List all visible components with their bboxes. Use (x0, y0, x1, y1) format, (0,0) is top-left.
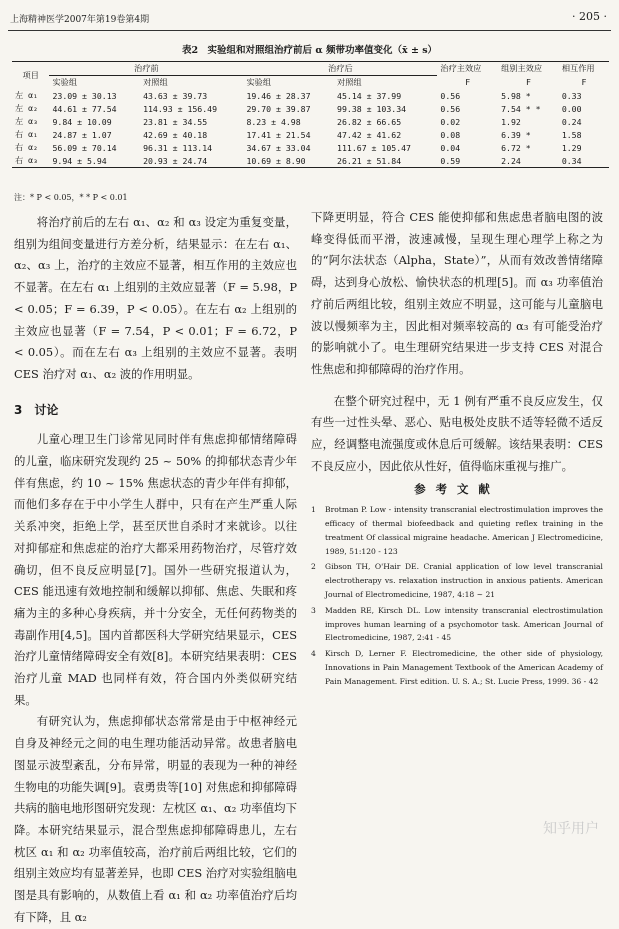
cell-post-exp: 8.23 ± 4.98 (246, 116, 301, 127)
section-heading-discussion: 3 讨论 (14, 402, 59, 417)
treat-effect-header: 治疗主效应 (437, 62, 498, 76)
cell-inter: 1.58 (561, 129, 582, 140)
watermark: 知乎用户 (543, 821, 599, 837)
cell-post-ctrl: 45.14 ± 37.99 (337, 90, 402, 101)
table-row (12, 128, 609, 141)
cell-treat: 0.04 (440, 142, 461, 153)
reference-number: 1 (311, 505, 316, 515)
reference-item (311, 604, 603, 645)
cell-treat: 0.08 (440, 129, 461, 140)
reference-text: Madden RE, Kirsch DL. Low intensity transcranial electrostimulation improves human learning of a psychomotor task. American Journal of Electromedicine, 1987, 2:41 - 45 (325, 605, 603, 643)
cell-pre-ctrl: 20.93 ± 24.74 (140, 154, 243, 168)
reference-text: Kirsch D, Lerner F. Electromedicine, the other side of physiology, Innovations in Pain Management Textbook of the American Academy of Pain Management. First edition. U. S. A.; St. Lucie Press, 1999. 36 - 42 (325, 649, 603, 686)
cell-inter: 0.33 (561, 90, 582, 101)
reference-text: Gibson TH, O'Hair DE. Cranial application of low level transcranial electrotherapy vs. relaxation instruction in anxious patients. American Journal of Electromedicine, 1987, 4:18 ~ 21 (325, 562, 603, 599)
cell-item: 右 α₁ (15, 129, 38, 139)
cell-post-ctrl: 99.38 ± 103.34 (337, 103, 407, 114)
reference-number: 3 (311, 605, 316, 615)
cell-treat: 0.02 (440, 116, 461, 127)
post-ctrl-header: 对照组 (337, 77, 362, 87)
cell-pre-exp: 24.87 ± 1.07 (52, 129, 112, 140)
cell-post-exp: 34.67 ± 33.04 (246, 142, 311, 153)
results-paragraph: 将治疗前后的左右 α₁、α₂ 和 α₃ 设定为重复变量，组别为组间变量进行方差分析，结果显示：在左右 α₁、α₂、α₃ 上，治疗的主效应不显著，相互作用的主效应也不显著。在左右 α₁ 上组别的主效应显著（F = 5.98，P < 0.05；F = 6.39，P < 0.05）。在左右 α₂ 上组别的主效应也显著（F = 7.54，P < 0.01；F = 6.72，P < 0.05）。而在左右 α₃ 上组别的主效应不显著。表明 CES 治疗对 α₁、α₂ 波的作用明显。 (14, 215, 297, 381)
reference-item (311, 647, 603, 688)
cell-pre-ctrl: 114.93 ± 156.49 (143, 103, 218, 114)
cell-group: 2.24 (498, 154, 559, 168)
reference-item (311, 560, 603, 601)
discussion-paragraph: 在整个研究过程中，无 1 例有严重不良反应发生，仅有些一过性头晕、恶心、贴电极处皮肤不适等轻微不适反应，经调整电流强度或休息后可缓解。该结果表明：CES 不良反应小，因此依从性好，值得临床重视与推广。 (311, 393, 603, 473)
running-header (10, 10, 607, 26)
cell-group: 1.92 (501, 116, 521, 127)
reference-item (311, 503, 603, 558)
table-row (12, 115, 609, 128)
post-exp-header: 实验组 (246, 77, 272, 87)
col-item-header: 项目 (12, 62, 49, 90)
cell-post-ctrl: 26.21 ± 51.84 (334, 154, 437, 168)
cell-pre-exp: 56.09 ± 70.14 (52, 142, 117, 153)
cell-item: 左 α₂ (15, 103, 38, 113)
cell-pre-exp: 23.09 ± 30.13 (52, 90, 117, 101)
interaction-header: 相互作用 (559, 62, 609, 76)
cell-group: 6.72 * (501, 142, 531, 153)
f-label: F (465, 77, 471, 88)
cell-post-exp: 19.46 ± 28.37 (246, 90, 311, 101)
table-title: 表2 实验组和对照组治疗前后 α 频带功率值变化（x̄ ± s） (181, 45, 438, 56)
table-row (12, 102, 609, 115)
cell-post-ctrl: 47.42 ± 41.62 (337, 129, 402, 140)
header-rule (8, 30, 611, 31)
reference-list (311, 503, 603, 688)
cell-post-ctrl: 26.82 ± 66.65 (337, 116, 402, 127)
cell-treat: 0.56 (440, 103, 461, 114)
cell-post-exp: 10.69 ± 8.90 (243, 154, 334, 168)
cell-item: 左 α₁ (15, 90, 38, 100)
cell-pre-ctrl: 42.69 ± 40.18 (143, 129, 208, 140)
cell-pre-ctrl: 43.63 ± 39.73 (143, 90, 208, 101)
group-after-header: 治疗后 (243, 62, 437, 76)
cell-inter: 0.00 (561, 103, 582, 114)
f-label: F (525, 77, 531, 88)
reference-number: 4 (311, 649, 316, 659)
cell-pre-ctrl: 96.31 ± 113.14 (143, 142, 213, 153)
pre-ctrl-header: 对照组 (143, 77, 168, 87)
cell-item: 右 α₂ (15, 142, 38, 152)
cell-pre-exp: 44.61 ± 77.54 (52, 103, 117, 114)
cell-group: 5.98 * (501, 90, 531, 101)
discussion-paragraph: 有研究认为，焦虑抑郁状态常常是由于中枢神经元自身及神经元之间的电生理功能活动异常。故患者脑电图显示波型紊乱，分布异常，明显的表现为一种的神经生物电的功能失调[9]。袁勇贵等[10] 对焦虑和抑郁障碍共病的脑电地形图研究发现：左枕区 α₁、α₂ 功率值均下降。本研究结果显示，混合型焦虑抑郁障碍患儿，左右枕区 α₁ 和 α₂ 功率值较高，治疗前后两组比较，它们的组别主效应均有显著差异，也即 CES 治疗对实验组脑电图是具有影响的，从数值上看 α₁ 和 α₂ 功率值治疗后均有下降，且 α₂ (14, 714, 297, 924)
table-footnote: 注：* P < 0.05，* * P < 0.01 (14, 193, 128, 202)
cell-pre-exp: 9.84 ± 10.09 (52, 116, 112, 127)
reference-number: 2 (311, 562, 316, 572)
table-row (12, 141, 609, 154)
cell-item: 左 α₃ (15, 116, 38, 126)
cell-post-exp: 17.41 ± 21.54 (246, 129, 311, 140)
reference-text: Brotman P. Low - intensity transcranial electrostimulation improves the efficacy of thermal biofeedback and quieting reflex training in the treatment Of classical migraine headache. American J Electromedicine, 1989, 51:120 - 123 (325, 505, 603, 556)
cell-post-ctrl: 111.67 ± 105.47 (337, 142, 411, 153)
page-number: · 205 · (572, 10, 607, 23)
cell-item: 右 α₃ (12, 154, 49, 168)
table-row (12, 89, 609, 102)
cell-inter: 0.24 (561, 116, 582, 127)
table-row (12, 154, 609, 168)
group-before-header: 治疗前 (49, 62, 243, 76)
cell-treat: 0.59 (437, 154, 498, 168)
discussion-paragraph: 儿童心理卫生门诊常见同时伴有焦虑抑郁情绪障碍的儿童，临床研究发现约 25 ~ 50% 的抑郁状态青少年伴有焦虑，约 10 ~ 15% 焦虑状态的青少年伴有抑郁，而他们多存在于中小学生人群中，只有在产生严重人际关系冲突，拒绝上学，甚至厌世自杀时才来就诊。以往对抑郁症和焦虑症的治疗大都采用药物治疗，尽管疗效确切，但不良反应明显[7]。国外一些研究报道认为，CES 能迅速有效地控制和缓解以抑郁、焦虑、失眠和疼痛为主的多种心身疾病，并十分安全，无任何药物类的毒副作用[4,5]。国内首都医科大学研究结果显示，CES 治疗儿童情绪障碍安全有效[8]。本研究结果表明：CES 治疗儿童 MAD 也同样有效，符合国内外类似研究结果。 (14, 432, 297, 707)
cell-pre-exp: 9.94 ± 5.94 (49, 154, 140, 168)
f-label: F (581, 77, 587, 88)
discussion-paragraph: 下降更明显，符合 CES 能使抑郁和焦虑患者脑电图的波峰变得低而平滑，波速减慢，呈现生理心理学上称之为的“阿尔法状态（Alpha，State）”，从而有效改善情绪障碍，达到身心放松、愉快状态的机理[5]。而 α₃ 功率值治疗前后两组比较，组别主效应不明显，这可能与儿童脑电波以慢频率为主，因此相对频率较高的 α₃ 有可能受治疗的影响就小了。电生理研究结果进一步支持 CES 对混合性焦虑和抑郁障碍的治疗作用。 (311, 210, 603, 376)
cell-group: 7.54 * * (501, 103, 541, 114)
cell-inter: 1.29 (561, 142, 582, 153)
cell-group: 6.39 * (501, 129, 531, 140)
group-effect-header: 组别主效应 (498, 62, 559, 76)
cell-post-exp: 29.70 ± 39.87 (246, 103, 311, 114)
right-column (311, 207, 603, 691)
references-heading: 参考文献 (414, 482, 500, 497)
cell-treat: 0.56 (440, 90, 461, 101)
left-column (14, 212, 297, 929)
results-table (12, 61, 609, 168)
journal-name: 上海精神医学2007年第19卷第4期 (10, 15, 150, 25)
cell-inter: 0.34 (559, 154, 609, 168)
cell-pre-ctrl: 23.81 ± 34.55 (143, 116, 208, 127)
pre-exp-header: 实验组 (52, 77, 78, 87)
